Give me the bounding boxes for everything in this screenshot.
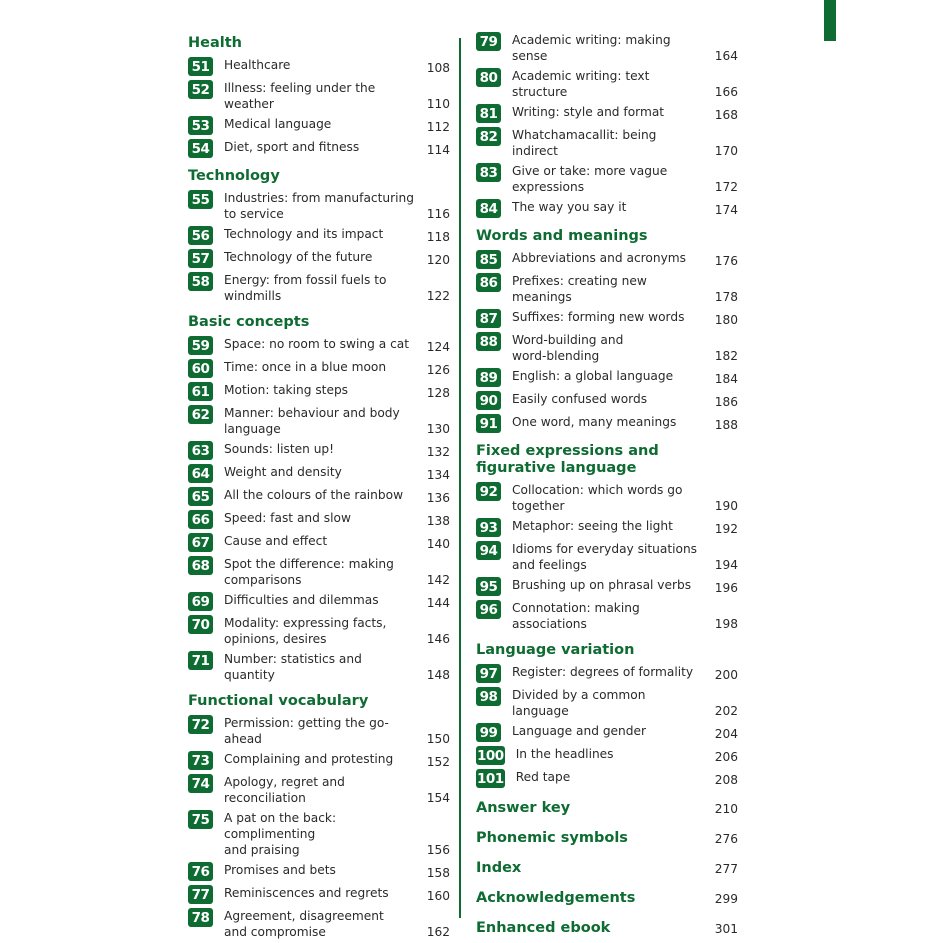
unit-title (224, 225, 416, 242)
toc-entry-unit-73[interactable] (188, 750, 450, 770)
unit-number-badge: 92 (476, 482, 501, 501)
page-number: 126 (426, 363, 450, 377)
unit-title-line: language (224, 422, 281, 436)
unit-number-badge: 75 (188, 810, 213, 829)
toc-entry-unit-91[interactable] (476, 413, 738, 433)
page-number: 138 (426, 514, 450, 528)
unit-title-line: Healthcare (224, 58, 291, 72)
page-number: 192 (714, 522, 738, 536)
toc-entry-unit-87[interactable] (476, 308, 738, 328)
unit-number-badge: 93 (476, 518, 501, 537)
right-column (476, 31, 738, 938)
unit-number-badge: 66 (188, 510, 213, 529)
toc-entry-unit-86[interactable] (476, 272, 738, 305)
toc-entry-unit-98[interactable] (476, 686, 738, 719)
back-matter-acknowledgements[interactable] (476, 888, 738, 908)
page-number: 112 (426, 120, 450, 134)
toc-entry-unit-63[interactable] (188, 440, 450, 460)
unit-title-line: Technology and its impact (224, 227, 384, 241)
unit-number-badge: 99 (476, 723, 501, 742)
unit-number-badge: 61 (188, 382, 213, 401)
page-number: 176 (714, 254, 738, 268)
unit-title-line: Time: once in a blue moon (224, 360, 387, 374)
unit-title (512, 162, 704, 195)
unit-title-line: together (512, 499, 565, 513)
unit-title (224, 714, 416, 747)
unit-title (512, 272, 704, 305)
unit-number-badge: 95 (476, 577, 501, 596)
unit-title (224, 381, 416, 398)
toc-entry-unit-74[interactable] (188, 773, 450, 806)
page-number: 122 (426, 289, 450, 303)
page-number: 174 (714, 203, 738, 217)
unit-title (224, 614, 416, 647)
unit-number-badge: 78 (188, 908, 213, 927)
unit-title-line: Prefixes: creating new meanings (512, 274, 647, 304)
unit-number-badge: 68 (188, 556, 213, 575)
back-matter-title: Phonemic symbols (476, 830, 628, 846)
section-title-words-and-meanings: Words and meanings (476, 228, 648, 244)
back-matter-title: Enhanced ebook (476, 920, 611, 936)
toc-entry-unit-54[interactable] (188, 138, 450, 158)
unit-title (224, 335, 416, 352)
unit-title (224, 509, 416, 526)
unit-title (224, 650, 416, 683)
page-number: 110 (426, 97, 450, 111)
page-number: 152 (426, 755, 450, 769)
toc-entry-unit-53[interactable] (188, 115, 450, 135)
unit-title (224, 404, 416, 437)
unit-title (512, 198, 704, 215)
page-number: 276 (714, 832, 738, 846)
page-number: 134 (426, 468, 450, 482)
unit-number-badge: 76 (188, 862, 213, 881)
unit-number-badge: 51 (188, 57, 213, 76)
section-title-language-variation: Language variation (476, 642, 635, 658)
unit-title (224, 907, 416, 940)
unit-number-badge: 62 (188, 405, 213, 424)
unit-title (224, 486, 416, 503)
page-number: 208 (714, 773, 738, 787)
toc-entry-unit-72[interactable] (188, 714, 450, 747)
unit-title-line: to service (224, 207, 284, 221)
page-number: 124 (426, 340, 450, 354)
unit-number-badge: 54 (188, 139, 213, 158)
back-matter-enhanced-ebook[interactable] (476, 918, 738, 938)
back-matter-title: Acknowledgements (476, 890, 636, 906)
unit-title (224, 591, 416, 608)
toc-entry-unit-100[interactable] (476, 745, 738, 765)
unit-title-line: Divided by a common language (512, 688, 646, 718)
unit-number-badge: 80 (476, 68, 501, 87)
page-number: 194 (714, 558, 738, 572)
toc-entry-unit-65[interactable] (188, 486, 450, 506)
unit-number-badge: 70 (188, 615, 213, 634)
unit-title (512, 367, 704, 384)
unit-number-badge: 69 (188, 592, 213, 611)
unit-number-badge: 57 (188, 249, 213, 268)
unit-title (224, 773, 416, 806)
back-matter-index[interactable] (476, 858, 738, 878)
page-number: 206 (714, 750, 738, 764)
unit-title-line: Reminiscences and regrets (224, 886, 389, 900)
section-title-health: Health (188, 35, 242, 51)
section-title-technology: Technology (188, 168, 280, 184)
page-number: 200 (714, 668, 738, 682)
unit-title (516, 745, 704, 762)
page-number: 168 (714, 108, 738, 122)
unit-title (512, 308, 704, 325)
toc-entry-unit-57[interactable] (188, 248, 450, 268)
toc-entry-unit-92[interactable] (476, 481, 738, 514)
page-number: 160 (426, 889, 450, 903)
toc-entry-unit-82[interactable] (476, 126, 738, 159)
unit-number-badge: 63 (188, 441, 213, 460)
unit-number-badge: 83 (476, 163, 501, 182)
unit-number-badge: 91 (476, 414, 501, 433)
toc-entry-unit-95[interactable] (476, 576, 738, 596)
unit-title-line: Word-building and (512, 333, 624, 347)
page-number: 140 (426, 537, 450, 551)
unit-title-line: Industries: from manufacturing (224, 191, 414, 205)
toc-entry-unit-85[interactable] (476, 249, 738, 269)
unit-title-line: Idioms for everyday situations (512, 542, 698, 556)
unit-title (224, 189, 416, 222)
toc-entry-unit-97[interactable] (476, 663, 738, 683)
unit-title-line: Promises and bets (224, 863, 336, 877)
unit-title-line: The way you say it (512, 200, 627, 214)
unit-title-line: Permission: getting the go-ahead (224, 716, 389, 746)
unit-number-badge: 58 (188, 272, 213, 291)
unit-title (224, 79, 416, 112)
unit-title (224, 138, 416, 155)
unit-title-line: English: a global language (512, 369, 674, 383)
page-number: 158 (426, 866, 450, 880)
unit-title-line: and compromise (224, 925, 326, 939)
unit-title-line: Technology of the future (224, 250, 373, 264)
back-matter-title: Answer key (476, 800, 571, 816)
page-number: 301 (714, 922, 738, 936)
unit-title (224, 884, 416, 901)
page-number: 196 (714, 581, 738, 595)
page-number: 277 (714, 862, 738, 876)
page-number: 116 (426, 207, 450, 221)
unit-title-line: Register: degrees of formality (512, 665, 694, 679)
unit-title-line: All the colours of the rainbow (224, 488, 404, 502)
page-number: 299 (714, 892, 738, 906)
unit-title-line: Writing: style and format (512, 105, 665, 119)
unit-title (224, 555, 416, 588)
unit-number-badge: 60 (188, 359, 213, 378)
unit-title (224, 532, 416, 549)
left-column (188, 31, 450, 943)
unit-number-badge: 86 (476, 273, 501, 292)
unit-title (224, 440, 416, 457)
page-number: 146 (426, 632, 450, 646)
toc-entry-unit-66[interactable] (188, 509, 450, 529)
unit-title-line: Easily confused words (512, 392, 648, 406)
toc-entry-unit-70[interactable] (188, 614, 450, 647)
page-number: 204 (714, 727, 738, 741)
unit-title-line: Difficulties and dilemmas (224, 593, 379, 607)
unit-title (512, 31, 704, 64)
unit-title-line: Apology, regret and reconciliation (224, 775, 345, 805)
unit-title-line: Spot the difference: making (224, 557, 394, 571)
unit-title-line: Modality: expressing facts, (224, 616, 387, 630)
unit-title-line: A pat on the back: complimenting (224, 811, 337, 841)
unit-title-line: Cause and effect (224, 534, 328, 548)
unit-title (512, 517, 704, 534)
unit-number-badge: 87 (476, 309, 501, 328)
unit-title (512, 67, 704, 100)
toc-entry-unit-60[interactable] (188, 358, 450, 378)
unit-number-badge: 79 (476, 32, 501, 51)
toc-entry-unit-59[interactable] (188, 335, 450, 355)
unit-title-line: comparisons (224, 573, 302, 587)
unit-title-line: word-blending (512, 349, 600, 363)
unit-number-badge: 77 (188, 885, 213, 904)
page-number: 136 (426, 491, 450, 505)
unit-title-line: Weight and density (224, 465, 342, 479)
unit-title-line: Speed: fast and slow (224, 511, 351, 525)
page-number: 108 (426, 61, 450, 75)
toc-entry-unit-88[interactable] (476, 331, 738, 364)
unit-number-badge: 64 (188, 464, 213, 483)
unit-title (224, 115, 416, 132)
unit-title-line: Brushing up on phrasal verbs (512, 578, 692, 592)
back-matter-title: Index (476, 860, 522, 876)
unit-title-line: Complaining and protesting (224, 752, 394, 766)
page-number: 178 (714, 290, 738, 304)
unit-title (512, 103, 704, 120)
toc-entry-unit-51[interactable] (188, 56, 450, 76)
unit-title (224, 463, 416, 480)
unit-number-badge: 100 (477, 747, 504, 764)
unit-title-line: Number: statistics and quantity (224, 652, 362, 682)
unit-number-badge: 72 (188, 715, 213, 734)
unit-title-line: Sounds: listen up! (224, 442, 335, 456)
unit-title-line: windmills (224, 289, 282, 303)
page-number: 130 (426, 422, 450, 436)
unit-number-badge: 88 (476, 332, 501, 351)
toc-entry-unit-71[interactable] (188, 650, 450, 683)
toc-entry-unit-96[interactable] (476, 599, 738, 632)
unit-title (512, 663, 704, 680)
toc-entry-unit-99[interactable] (476, 722, 738, 742)
unit-number-badge: 56 (188, 226, 213, 245)
page-number: 202 (714, 704, 738, 718)
unit-title (224, 861, 416, 878)
page-number: 156 (426, 843, 450, 857)
page-number: 144 (426, 596, 450, 610)
unit-number-badge: 96 (476, 600, 501, 619)
page-number: 120 (426, 253, 450, 267)
unit-title (512, 540, 704, 573)
unit-title (512, 686, 704, 719)
unit-title-line: Abbreviations and acronyms (512, 251, 687, 265)
section-title-functional-vocabulary: Functional vocabulary (188, 693, 369, 709)
unit-number-badge: 53 (188, 116, 213, 135)
unit-title (224, 56, 416, 73)
unit-title-line: Academic writing: making sense (512, 33, 671, 63)
unit-title-line: Academic writing: text structure (512, 69, 650, 99)
page-number: 114 (426, 143, 450, 157)
page-number: 210 (714, 802, 738, 816)
toc-entry-unit-94[interactable] (476, 540, 738, 573)
page-number: 154 (426, 791, 450, 805)
page-number: 150 (426, 732, 450, 746)
unit-number-badge: 84 (476, 199, 501, 218)
unit-title-line: Connotation: making associations (512, 601, 640, 631)
unit-number-badge: 98 (476, 687, 501, 706)
unit-title-line: and feelings (512, 558, 587, 572)
unit-number-badge: 52 (188, 80, 213, 99)
unit-title-line: Space: no room to swing a cat (224, 337, 410, 351)
toc-entry-unit-83[interactable] (476, 162, 738, 195)
back-matter-answer-key[interactable] (476, 798, 738, 818)
unit-title-line: In the headlines (515, 747, 614, 761)
unit-title (512, 126, 704, 159)
toc-entry-unit-80[interactable] (476, 67, 738, 100)
toc-entry-unit-58[interactable] (188, 271, 450, 304)
unit-title (224, 809, 416, 858)
toc-entry-unit-76[interactable] (188, 861, 450, 881)
unit-title-line: expressions (512, 180, 585, 194)
unit-title (512, 722, 704, 739)
unit-title-line: Agreement, disagreement (224, 909, 384, 923)
unit-title-line: Give or take: more vague (512, 164, 668, 178)
toc-entry-unit-55[interactable] (188, 189, 450, 222)
unit-title-line: Suffixes: forming new words (512, 310, 685, 324)
unit-title-line: Diet, sport and fitness (224, 140, 360, 154)
unit-title-line: Medical language (224, 117, 332, 131)
unit-title (224, 271, 416, 304)
back-matter-phonemic-symbols[interactable] (476, 828, 738, 848)
unit-number-badge: 71 (188, 651, 213, 670)
unit-title (512, 390, 704, 407)
toc-entry-unit-77[interactable] (188, 884, 450, 904)
page-number: 184 (714, 372, 738, 386)
unit-title-line: opinions, desires (224, 632, 327, 646)
unit-number-badge: 59 (188, 336, 213, 355)
toc-entry-unit-67[interactable] (188, 532, 450, 552)
toc-entry-unit-68[interactable] (188, 555, 450, 588)
toc-entry-unit-56[interactable] (188, 225, 450, 245)
unit-title (224, 248, 416, 265)
unit-title-line: Red tape (515, 770, 571, 784)
toc-entry-unit-78[interactable] (188, 907, 450, 940)
unit-title (512, 576, 704, 593)
unit-title-line: and praising (224, 843, 300, 857)
unit-title (512, 481, 704, 514)
unit-title-line: Manner: behaviour and body (224, 406, 400, 420)
unit-title (512, 331, 704, 364)
unit-number-badge: 65 (188, 487, 213, 506)
unit-title-line: Language and gender (512, 724, 647, 738)
unit-title-line: Illness: feeling under the weather (224, 81, 376, 111)
page-number: 132 (426, 445, 450, 459)
toc-entry-unit-79[interactable] (476, 31, 738, 64)
toc-entry-unit-93[interactable] (476, 517, 738, 537)
toc-entry-unit-90[interactable] (476, 390, 738, 410)
unit-number-badge: 85 (476, 250, 501, 269)
unit-title (512, 413, 704, 430)
page-number: 128 (426, 386, 450, 400)
unit-number-badge: 67 (188, 533, 213, 552)
page-number: 186 (714, 395, 738, 409)
column-divider (459, 38, 461, 918)
page-number: 142 (426, 573, 450, 587)
unit-title (224, 750, 416, 767)
unit-title-line: Metaphor: seeing the light (512, 519, 673, 533)
section-title-basic-concepts: Basic concepts (188, 314, 310, 330)
toc-entry-unit-64[interactable] (188, 463, 450, 483)
unit-title-line: Motion: taking steps (224, 383, 349, 397)
unit-number-badge: 89 (476, 368, 501, 387)
toc-entry-unit-69[interactable] (188, 591, 450, 611)
page-number: 162 (426, 925, 450, 939)
section-title-fixed-expressions-and-figurative-language: Fixed expressions and figurative language (476, 443, 659, 476)
toc-entry-unit-52[interactable] (188, 79, 450, 112)
page-number: 182 (714, 349, 738, 363)
unit-number-badge: 81 (476, 104, 501, 123)
toc-entry-unit-101[interactable] (476, 768, 738, 788)
toc-entry-unit-75[interactable] (188, 809, 450, 858)
unit-title (512, 249, 704, 266)
unit-number-badge: 74 (188, 774, 213, 793)
unit-title (512, 599, 704, 632)
toc-entry-unit-89[interactable] (476, 367, 738, 387)
page-number: 198 (714, 617, 738, 631)
page-number: 188 (714, 418, 738, 432)
unit-title-line: Energy: from fossil fuels to (224, 273, 387, 287)
toc-entry-unit-61[interactable] (188, 381, 450, 401)
unit-number-badge: 97 (476, 664, 501, 683)
unit-number-badge: 94 (476, 541, 501, 560)
page-number: 170 (714, 144, 738, 158)
toc-entry-unit-81[interactable] (476, 103, 738, 123)
toc-entry-unit-62[interactable] (188, 404, 450, 437)
unit-title (224, 358, 416, 375)
page-number: 190 (714, 499, 738, 513)
unit-number-badge: 90 (476, 391, 501, 410)
corner-tab (824, 0, 836, 41)
page-number: 172 (714, 180, 738, 194)
unit-number-badge: 73 (188, 751, 213, 770)
page-number: 118 (426, 230, 450, 244)
unit-title-line: Whatchamacallit: being indirect (512, 128, 657, 158)
unit-title-line: One word, many meanings (512, 415, 677, 429)
unit-title-line: Collocation: which words go (512, 483, 683, 497)
page-number: 164 (714, 49, 738, 63)
unit-title (516, 768, 704, 785)
page-number: 148 (426, 668, 450, 682)
unit-number-badge: 101 (477, 770, 504, 787)
unit-number-badge: 55 (188, 190, 213, 209)
unit-number-badge: 82 (476, 127, 501, 146)
toc-entry-unit-84[interactable] (476, 198, 738, 218)
page-number: 166 (714, 85, 738, 99)
page-number: 180 (714, 313, 738, 327)
